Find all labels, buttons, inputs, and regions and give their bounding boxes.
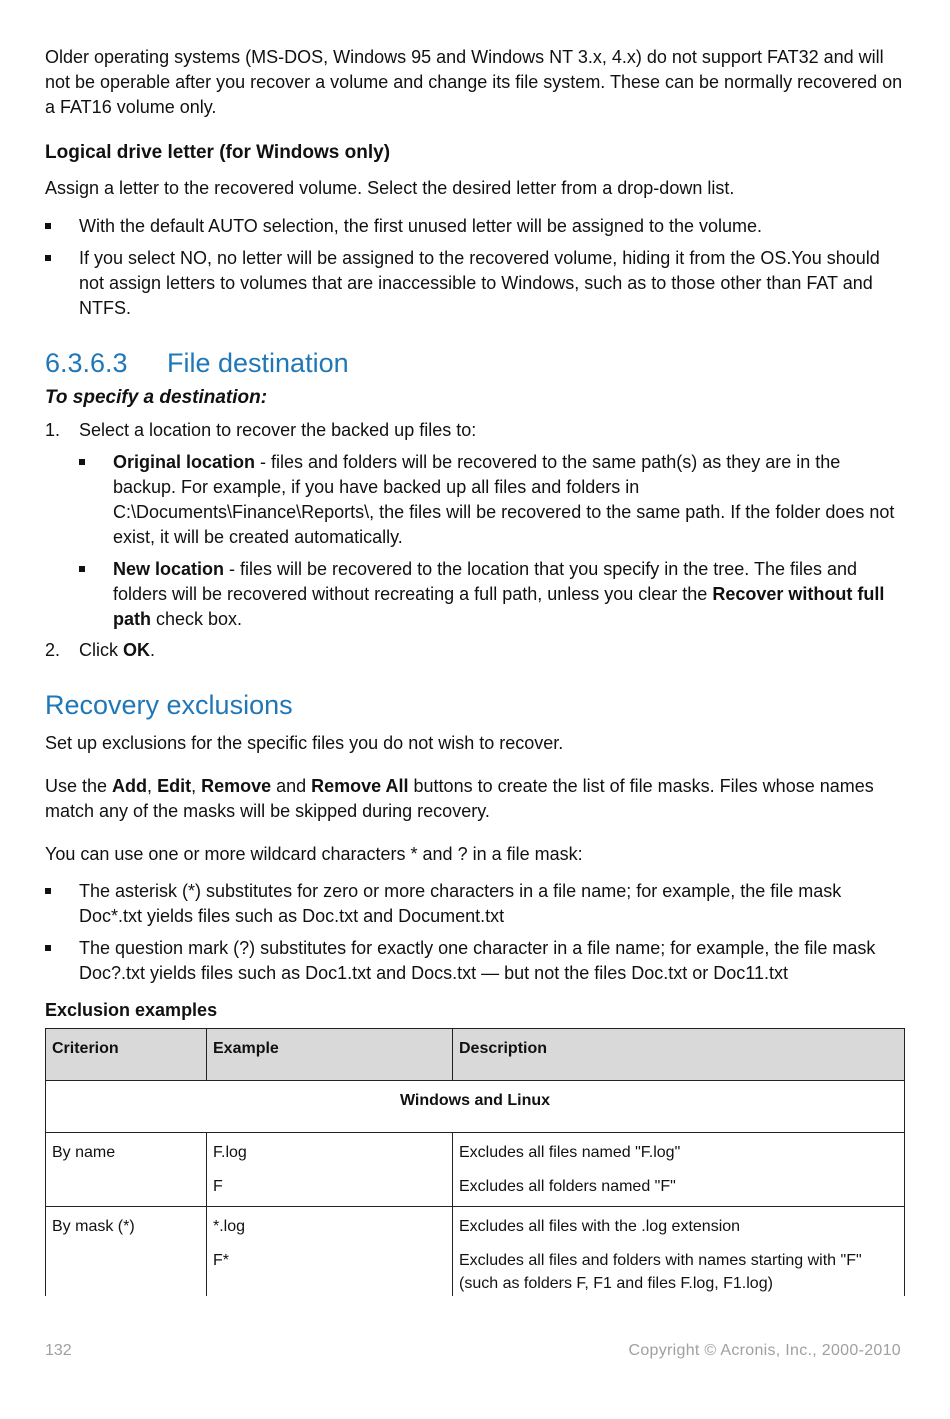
table-cell-example: F.log F — [207, 1133, 453, 1207]
list-item-new-location: New location - files will be recovered to the location that you specify in the tree. The files and folders will be recovered without recreating a full path, unless you clear the Recover without full path check box. — [79, 557, 905, 632]
table-cell-description: Excludes all files with the .log extension Excludes all files and folders with names starting with "F" (such as folders F, F1 and files F.log, F1.log) — [453, 1207, 905, 1304]
list-item: With the default AUTO selection, the first unused letter will be assigned to the volume. — [45, 214, 905, 239]
list-item-step-1: 1. Select a location to recover the backed up files to: — [45, 420, 477, 440]
bullet-icon — [45, 223, 51, 229]
bullet-icon — [79, 566, 85, 572]
exclusions-intro: Set up exclusions for the specific files you do not wish to recover. — [45, 733, 564, 753]
table-cell-description: Excludes all files named "F.log" Excludes all folders named "F" — [453, 1133, 905, 1207]
wildcard-text: You can use one or more wildcard characters * and ? in a file mask: — [45, 844, 583, 864]
page-break-mask — [44, 1296, 908, 1316]
table-header-cell: Description — [453, 1029, 905, 1081]
table-group-row — [46, 1081, 905, 1133]
bullet-icon — [45, 255, 51, 261]
table-cell-criterion: By name — [46, 1133, 207, 1207]
list-item: The question mark (?) substitutes for exactly one character in a file name; for example, the file mask Doc?.txt yields files such as Doc1.txt and Docs.txt — but not the files Doc.txt or Doc11.txt — [45, 936, 905, 986]
table-header-cell: Criterion — [46, 1029, 207, 1081]
list-item-original-location: Original location - files and folders will be recovered to the same path(s) as they are in the backup. For example, if you have backed up all files and folders in C:\Documents\Finance\Reports\, the files will be recovered to the same path. If the folder does not exist, it will be created automatically. — [79, 450, 905, 550]
table-caption: Exclusion examples — [45, 1000, 218, 1020]
list-item: The asterisk (*) substitutes for zero or more characters in a file name; for example, the file mask Doc*.txt yields files such as Doc.txt and Document.txt — [45, 879, 905, 929]
bullet-icon — [79, 459, 85, 465]
copyright-text: Copyright © Acronis, Inc., 2000-2010 — [628, 1342, 901, 1359]
table-cell-example: *.log F* — [207, 1207, 453, 1304]
bullet-icon — [45, 888, 51, 894]
intro-paragraph: Older operating systems (MS-DOS, Windows 95 and Windows NT 3.x, 4.x) do not support FAT32 and will not be operable after you recover a volume and change its file system. These can be normally recovered on a FAT16 volume only. — [45, 47, 903, 117]
section-heading-file-destination: 6.3.6.3 File destination — [45, 348, 349, 378]
list-item-step-2: 2. Click OK. — [45, 640, 156, 660]
exclusions-buttons-text: Use the Add, Edit, Remove and Remove All buttons to create the list of file masks. Files whose names match any of the masks will be skipped during recovery. — [45, 776, 874, 821]
exclusion-examples-table — [45, 1028, 905, 1304]
table-row — [46, 1133, 905, 1207]
bullet-icon — [45, 945, 51, 951]
drive-letter-heading: Logical drive letter (for Windows only) — [45, 142, 391, 163]
table-group-label: Windows and Linux — [46, 1081, 905, 1133]
table-header-row — [46, 1029, 905, 1081]
drive-letter-text: Assign a letter to the recovered volume. Select the desired letter from a drop-down list. — [45, 178, 735, 198]
section-heading-recovery-exclusions: Recovery exclusions — [45, 690, 293, 720]
table-header-cell: Example — [207, 1029, 453, 1081]
procedure-title: To specify a destination: — [45, 387, 268, 408]
page-number: 132 — [45, 1342, 72, 1359]
table-row — [46, 1207, 905, 1304]
table-cell-criterion: By mask (*) — [46, 1207, 207, 1304]
list-item: If you select NO, no letter will be assigned to the recovered volume, hiding it from the OS.You should not assign letters to volumes that are inaccessible to Windows, such as to those other than FAT and NTFS. — [45, 246, 905, 321]
